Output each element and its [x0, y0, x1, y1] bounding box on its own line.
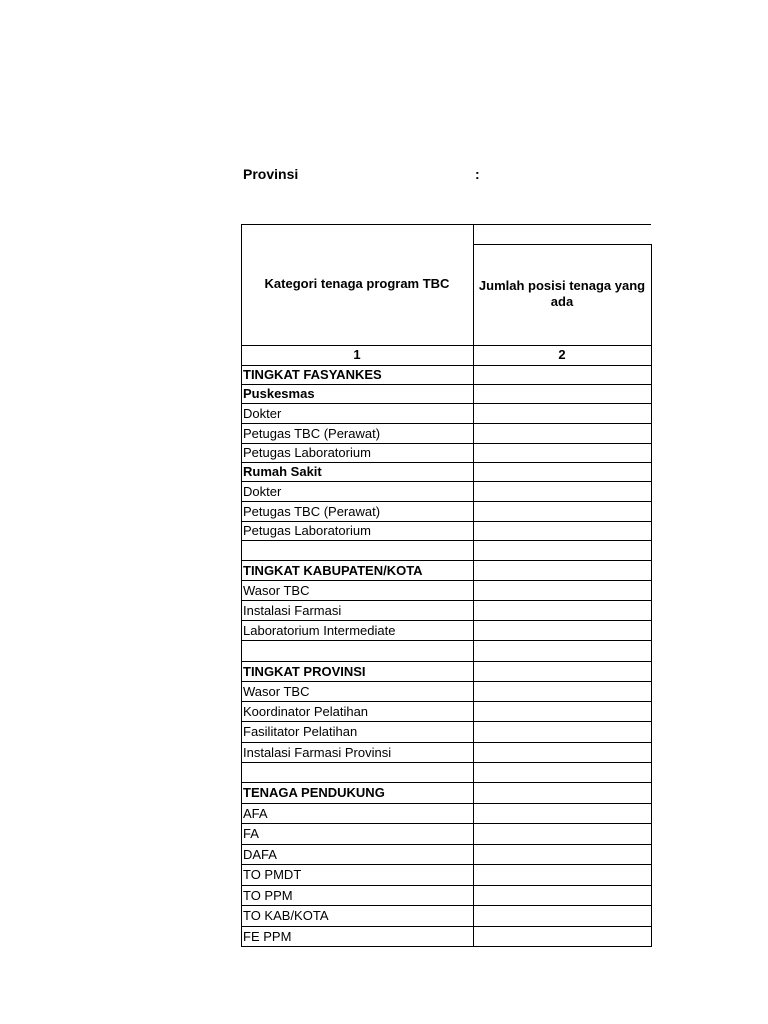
- row-label: FA: [243, 826, 259, 841]
- table-row: [241, 661, 651, 681]
- table-row: [241, 501, 651, 521]
- table-row: [241, 885, 651, 905]
- row-value-cell[interactable]: [473, 905, 651, 926]
- row-value-cell[interactable]: [473, 403, 651, 423]
- table-row: [241, 481, 651, 501]
- row-value-cell[interactable]: [473, 803, 651, 823]
- row-label: Puskesmas: [243, 386, 315, 401]
- table-row: [241, 384, 651, 403]
- row-value-cell[interactable]: [473, 885, 651, 905]
- row-value-cell[interactable]: [473, 620, 651, 640]
- row-label: Petugas Laboratorium: [243, 445, 371, 460]
- table-row: [241, 905, 651, 926]
- row-value-cell[interactable]: [473, 823, 651, 844]
- row-label: Petugas TBC (Perawat): [243, 503, 381, 519]
- table-row: [241, 403, 651, 423]
- table-row: [241, 560, 651, 580]
- row-value-cell[interactable]: [473, 540, 651, 560]
- row-value-cell[interactable]: [473, 481, 651, 501]
- col2-header: Jumlah posisi tenaga yang ada: [478, 278, 646, 309]
- row-value-cell[interactable]: [473, 864, 651, 885]
- col2-number: 2: [558, 347, 566, 362]
- row-label: Wasor TBC: [243, 683, 310, 699]
- table-row: [241, 600, 651, 620]
- table-right-border: [651, 244, 652, 946]
- row-value-cell[interactable]: [473, 721, 651, 742]
- row-label: Rumah Sakit: [243, 464, 322, 479]
- row-label: Instalasi Farmasi Provinsi: [243, 744, 392, 760]
- row-value-cell[interactable]: [473, 501, 651, 521]
- provinsi-label: Provinsi: [243, 166, 299, 182]
- row-label: Koordinator Pelatihan: [243, 703, 369, 719]
- row-label: TENAGA PENDUKUNG: [243, 785, 385, 800]
- table-row: [241, 620, 651, 640]
- row-label: Dokter: [243, 483, 282, 499]
- row-divider: [241, 946, 652, 947]
- row-label: TO KAB/KOTA: [243, 908, 329, 923]
- table-row: [241, 365, 651, 384]
- table-row: [241, 443, 651, 462]
- table-row: [241, 681, 651, 701]
- table-row: [241, 580, 651, 600]
- table-row: [241, 540, 651, 560]
- row-value-cell[interactable]: [473, 423, 651, 443]
- row-value-cell[interactable]: [473, 521, 651, 540]
- row-value-cell[interactable]: [473, 640, 651, 661]
- col1-number: 1: [353, 347, 361, 362]
- row-value-cell[interactable]: [473, 462, 651, 481]
- row-label: FE PPM: [243, 928, 292, 944]
- row-value-cell[interactable]: [473, 661, 651, 681]
- table-row: [241, 803, 651, 823]
- row-value-cell[interactable]: [473, 384, 651, 403]
- row-label: TO PMDT: [243, 867, 302, 882]
- table-row: [241, 640, 651, 661]
- table-row: [241, 721, 651, 742]
- table-row: [241, 823, 651, 844]
- row-label: AFA: [243, 805, 268, 821]
- row-label: TINGKAT KABUPATEN/KOTA: [243, 562, 423, 578]
- row-label: TINGKAT PROVINSI: [243, 663, 366, 679]
- row-value-cell[interactable]: [473, 926, 651, 946]
- row-value-cell[interactable]: [473, 742, 651, 762]
- table-row: [241, 782, 651, 803]
- row-value-cell[interactable]: [473, 560, 651, 580]
- table-row: [241, 762, 651, 782]
- table-row: [241, 521, 651, 540]
- row-label: Petugas Laboratorium: [243, 523, 371, 538]
- table-row: [241, 701, 651, 721]
- table-row: [241, 844, 651, 864]
- row-label: Dokter: [243, 405, 282, 421]
- row-value-cell[interactable]: [473, 681, 651, 701]
- table-row: [241, 742, 651, 762]
- table-row: [241, 462, 651, 481]
- row-value-cell[interactable]: [473, 600, 651, 620]
- row-label: DAFA: [243, 846, 277, 862]
- row-value-cell[interactable]: [473, 580, 651, 600]
- row-label: Laboratorium Intermediate: [243, 622, 396, 638]
- row-label: TINGKAT FASYANKES: [243, 367, 382, 382]
- row-value-cell[interactable]: [473, 365, 651, 384]
- header-bottom-line: [241, 345, 651, 346]
- table-row: [241, 926, 651, 946]
- provinsi-colon: :: [475, 166, 480, 182]
- row-value-cell[interactable]: [473, 782, 651, 803]
- row-value-cell[interactable]: [473, 844, 651, 864]
- row-label: Fasilitator Pelatihan: [243, 724, 358, 739]
- table-top-border: [241, 224, 651, 225]
- table-row: [241, 423, 651, 443]
- col1-header: Kategori tenaga program TBC: [264, 276, 450, 291]
- row-label: TO PPM: [243, 887, 293, 903]
- row-value-cell[interactable]: [473, 701, 651, 721]
- row-label: Petugas TBC (Perawat): [243, 425, 381, 441]
- table-row: [241, 864, 651, 885]
- row-label: Instalasi Farmasi: [243, 602, 342, 618]
- row-value-cell[interactable]: [473, 443, 651, 462]
- col2-subheader-line: [473, 244, 651, 245]
- row-label: Wasor TBC: [243, 582, 310, 598]
- row-value-cell[interactable]: [473, 762, 651, 782]
